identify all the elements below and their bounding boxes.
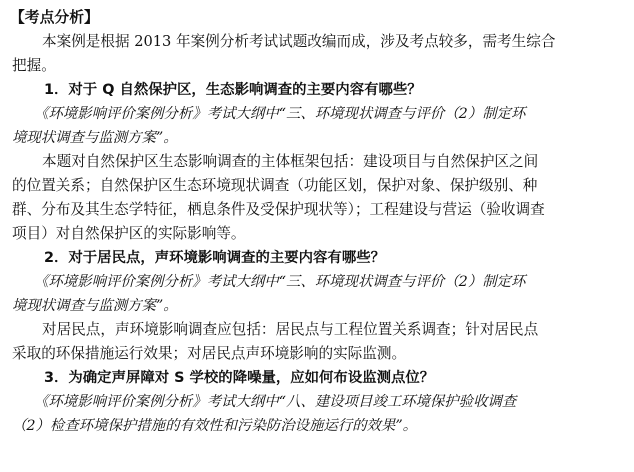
q2-answer-line-1: 对居民点，声环境影响调查应包括：居民点与工程位置关系调查；针对居民点 (42, 321, 539, 338)
q2-answer-line-2: 采取的环保措施运行效果；对居民点声环境影响的实际监测。 (12, 345, 407, 362)
q2-quote-line-1: 《环境影响评价案例分析》考试大纲中“三、环境现状调查与评价（2）制定环 (34, 274, 526, 290)
q1-answer-line-1: 本题对自然保护区生态影响调查的主体框架包括：建设项目与自然保护区之间 (42, 153, 539, 170)
question-2: 2．对于居民点，声环境影响调查的主要内容有哪些？ (44, 250, 385, 266)
q3-quote-line-2: （2）检查环境保护措施的有效性和污染防治设施运行的效果”。 (12, 418, 418, 434)
question-3: 3．为确定声屏障对 S 学校的降噪量，应如何布设监测点位？ (44, 370, 435, 386)
q1-answer-line-2: 的位置关系；自然保护区生态环境现状调查（功能区划，保护对象、保护级别、种 (12, 177, 538, 194)
intro-line-2: 把握。 (12, 57, 56, 74)
q2-quote-line-2: 境现状调查与监测方案”。 (12, 298, 178, 314)
q1-quote-line-2: 境现状调查与监测方案”。 (12, 130, 178, 146)
q3-quote-line-1: 《环境影响评价案例分析》考试大纲中“八、建设项目竣工环境保护验收调查 (34, 394, 517, 410)
section-title: 【考点分析】 (10, 9, 99, 26)
question-1: 1．对于 Q 自然保护区，生态影响调查的主要内容有哪些？ (44, 82, 422, 98)
q1-quote-line-1: 《环境影响评价案例分析》考试大纲中“三、环境现状调查与评价（2）制定环 (34, 106, 526, 122)
intro-line-1: 本案例是根据 2013 年案例分析考试试题改编而成，涉及考点较多，需考生综合 (42, 33, 556, 50)
q1-answer-line-4: 项目）对自然保护区的实际影响等。 (12, 225, 246, 242)
q1-answer-line-3: 群、分布及其生态学特征，栖息条件及受保护现状等）；工程建设与营运（验收调查 (12, 201, 545, 218)
